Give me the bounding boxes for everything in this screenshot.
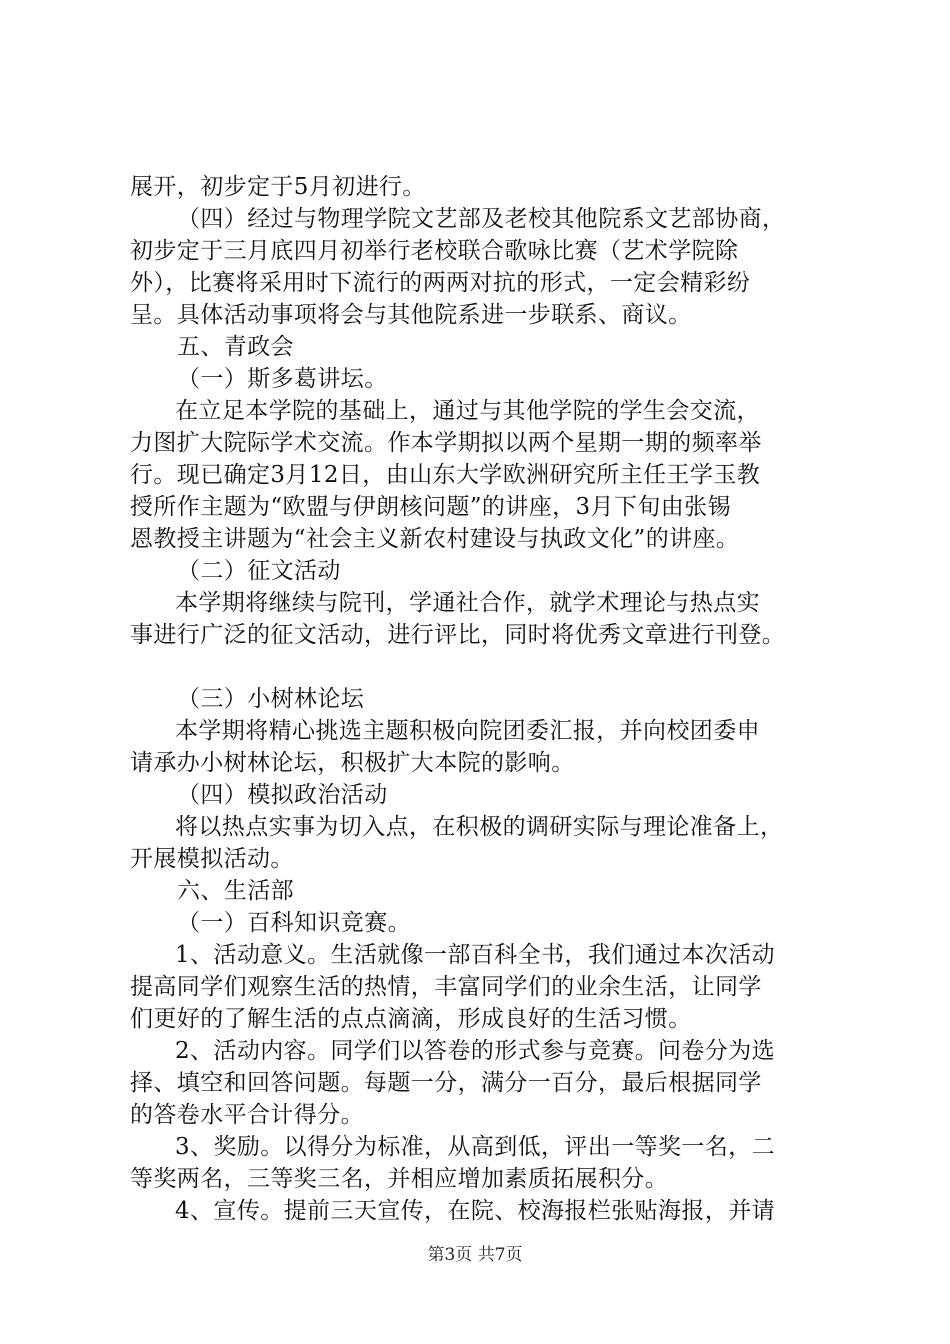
text-line: 的答卷水平合计得分。 [130,1102,364,1128]
subsection-heading: （一）斯多葛讲坛。 [177,366,388,392]
text-line: 将以热点实事为切入点，在积极的调研实际与理论准备上， [175,814,784,840]
page-number-footer: 第3页 共7页 [427,1245,523,1265]
section-heading: 六、生活部 [177,878,294,904]
subsection-heading: （二）征文活动 [177,558,341,584]
text-line: 提高同学们观察生活的热情，丰富同学们的业余生活，让同学 [130,974,762,1000]
text-line: 等奖两名，三等奖三名，并相应增加素质拓展积分。 [130,1166,669,1192]
text-line: （四）经过与物理学院文艺部及老校其他院系文艺部协商， [177,206,786,232]
text-line: 呈。具体活动事项将会与其他院系进一步联系、商议。 [130,302,692,328]
text-line: 力图扩大院际学术交流。作本学期拟以两个星期一期的频率举 [130,430,762,456]
subsection-heading: （四）模拟政治活动 [177,782,388,808]
text-line: 事进行广泛的征文活动，进行评比，同时将优秀文章进行刊登。 [130,622,786,648]
text-line: 外），比赛将采用时下流行的两两对抗的形式，一定会精彩纷 [130,270,751,296]
subsection-heading: （一）百科知识竞赛。 [177,910,411,936]
text-line: 授所作主题为“欧盟与伊朗核问题”的讲座，3月下旬由张锡 [130,494,731,520]
text-line: 本学期将精心挑选主题积极向院团委汇报，并向校团委申 [175,718,760,744]
section-heading: 五、青政会 [177,334,294,360]
text-line: 请承办小树林论坛，积极扩大本院的影响。 [130,750,575,776]
text-line: 展开，初步定于5月初进行。 [130,174,426,200]
subsection-heading: （三）小树林论坛 [177,686,365,712]
text-line: 初步定于三月底四月初举行老校联合歌咏比赛（艺术学院除 [130,238,739,264]
text-line: 择、填空和回答问题。每题一分，满分一百分，最后根据同学 [130,1070,762,1096]
text-line: 行。现已确定3月12日，由山东大学欧洲研究所主任王学玉教 [130,462,761,488]
text-line: 在立足本学院的基础上，通过与其他学院的学生会交流， [175,398,760,424]
text-line: 2、活动内容。同学们以答卷的形式参与竞赛。问卷分为选 [175,1038,776,1064]
text-line: 开展模拟活动。 [130,846,294,872]
text-line: 本学期将继续与院刊，学通社合作，就学术理论与热点实 [175,590,760,616]
text-line: 4、宣传。提前三天宣传，在院、校海报栏张贴海报，并请 [175,1198,776,1224]
text-line: 3、奖励。以得分为标准，从高到低，评出一等奖一名，二 [175,1134,776,1160]
text-line: 1、活动意义。生活就像一部百科全书，我们通过本次活动 [175,942,776,968]
text-line: 恩教授主讲题为“社会主义新农村建设与执政文化”的讲座。 [130,526,740,552]
text-line: 们更好的了解生活的点点滴滴，形成良好的生活习惯。 [130,1006,692,1032]
